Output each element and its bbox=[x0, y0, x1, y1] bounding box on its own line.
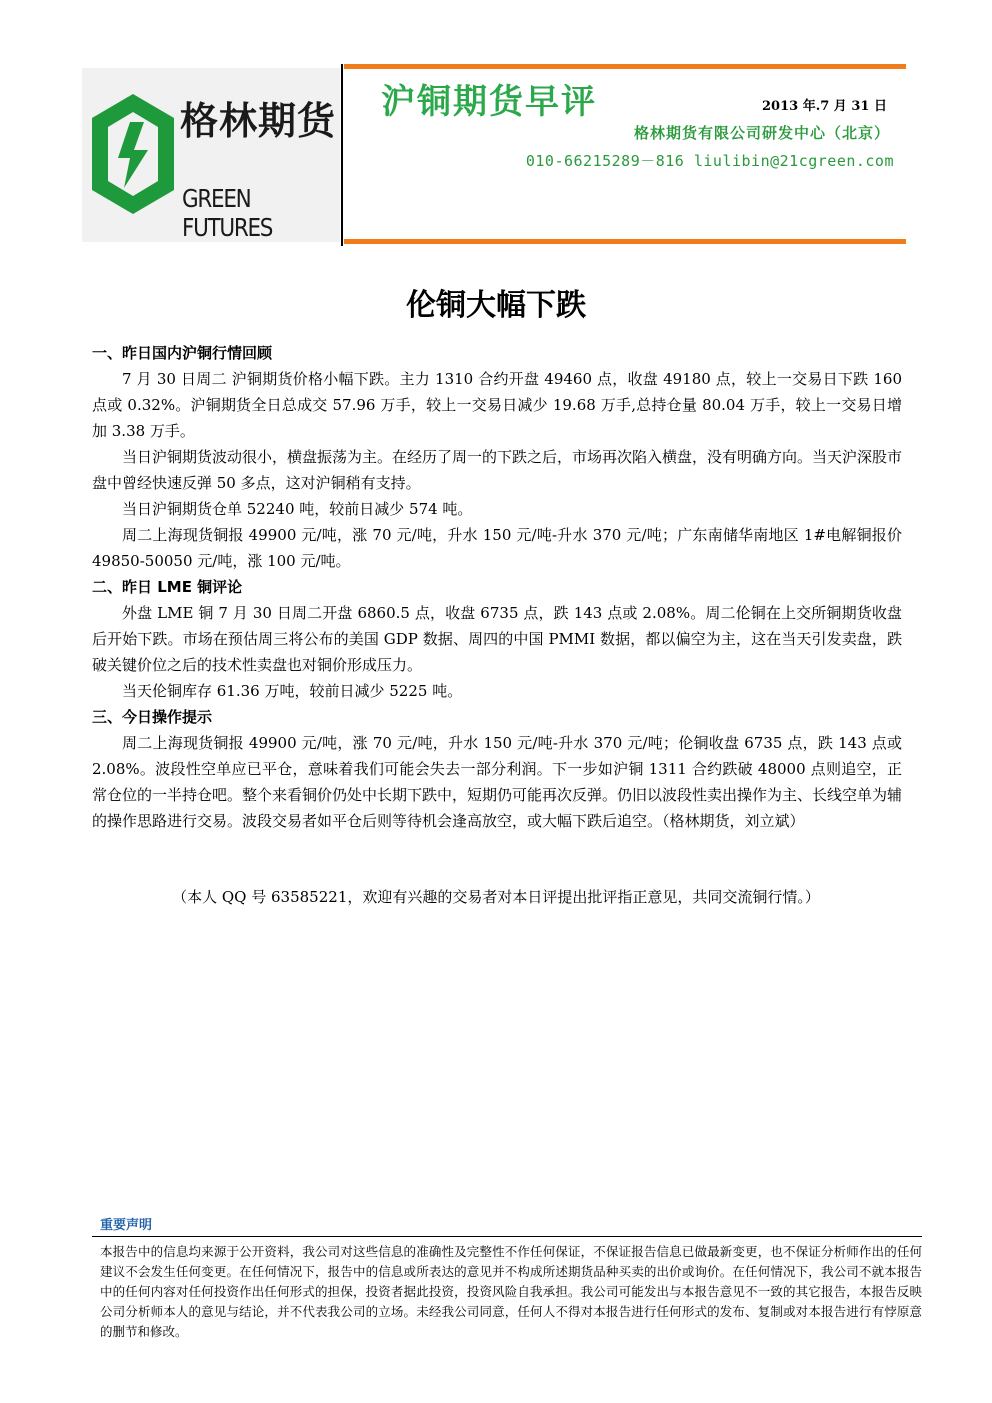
logo-name-cn: 格林期货 bbox=[180, 99, 337, 143]
paragraph: 周二上海现货铜报 49900 元/吨，涨 70 元/吨，升水 150 元/吨-升水 370 元/吨；广东南储华南地区 1#电解铜报价 49850-50050 元/吨，涨 100 元/吨。 bbox=[92, 526, 902, 570]
section-heading: 一、昨日国内沪铜行情回顾 bbox=[92, 344, 273, 362]
paragraph: 周二上海现货铜报 49900 元/吨，涨 70 元/吨，升水 150 元/吨-升水 370 元/吨；伦铜收盘 6735 点，跌 143 点或 2.08%。波段性空单应已平仓，意味着我们可能会失去一部分利润。下一步如沪铜 1311 合约跌破 48000 点则追空，正常仓位的一半持仓吧。整个来看铜价仍处中长期下跌中，短期仍可能再次反弹。仍旧以波段性卖出操作为主、长线空单为辅的操作思路进行交易。波段交易者如平仓后则等待机会逢高放空，或大幅下跌后追空。（格林期货，刘立斌） bbox=[92, 734, 903, 830]
report-body bbox=[92, 340, 902, 834]
company-logo bbox=[82, 68, 340, 242]
company-name: 格林期货有限公司研发中心（北京） bbox=[633, 124, 890, 142]
header-top-rule bbox=[344, 64, 906, 69]
disclaimer-title: 重要声明 bbox=[100, 1218, 153, 1233]
header-divider bbox=[341, 64, 343, 246]
green-futures-logo-icon bbox=[90, 92, 176, 216]
contact-note: （本人 QQ 号 63585221，欢迎有兴趣的交易者对本日评提出批评指正意见，共同交流铜行情。） bbox=[172, 888, 820, 906]
section-heading: 二、昨日 LME 铜评论 bbox=[92, 578, 243, 596]
section-heading: 三、今日操作提示 bbox=[92, 708, 213, 726]
report-title: 沪铜期货早评 bbox=[381, 82, 597, 122]
logo-name-en: GREEN FUTURES bbox=[182, 184, 273, 242]
paragraph: 当日沪铜期货波动很小，横盘振荡为主。在经历了周一的下跌之后，市场再次陷入横盘，没有明确方向。当天沪深股市盘中曾经快速反弹 50 多点，这对沪铜稍有支持。 bbox=[92, 448, 903, 492]
disclaimer-text: 本报告中的信息均来源于公开资料，我公司对这些信息的准确性及完整性不作任何保证，不保证报告信息已做最新变更，也不保证分析师作出的任何建议不会发生任何变更。在任何情况下，报告中的信息或所表达的意见并不构成所述期货品种买卖的出价或询价。在任何情况下，我公司不就本报告中的任何内容对任何投资作出任何形式的担保，投资者据此投资，投资风险自我承担。我公司可能发出与本报告意见不一致的其它报告，本报告反映公司分析师本人的意见与结论，并不代表我公司的立场。未经我公司同意，任何人不得对本报告进行任何形式的发布、复制或对本报告进行有悖原意的删节和修改。 bbox=[100, 1244, 922, 1339]
paragraph: 当天伦铜库存 61.36 万吨，较前日减少 5225 吨。 bbox=[122, 682, 463, 700]
paragraph: 7 月 30 日周二 沪铜期货价格小幅下跌。主力 1310 合约开盘 49460 点，收盘 49180 点，较上一交易日下跌 160 点或 0.32%。沪铜期货全日总成交 57.96 万手，较上一交易日减少 19.68 万手,总持仓量 80.04 万手，较上一交易日增加 3.38 万手。 bbox=[92, 370, 902, 440]
paragraph: 外盘 LME 铜 7 月 30 日周二开盘 6860.5 点，收盘 6735 点，跌 143 点或 2.08%。周二伦铜在上交所铜期货收盘后开始下跌。市场在预估周三将公布的美国 GDP 数据、周四的中国 PMMI 数据，都以偏空为主，这在当天引发卖盘，跌破关键价位之后的技术性卖盘也对铜价形成压力。 bbox=[92, 604, 902, 674]
headline: 伦铜大幅下跌 bbox=[406, 288, 586, 323]
paragraph: 当日沪铜期货仓单 52240 吨，较前日减少 574 吨。 bbox=[122, 500, 473, 518]
disclaimer-divider bbox=[92, 1236, 922, 1237]
header-bottom-rule bbox=[344, 239, 906, 244]
contact-info: 010-66215289－816 liulibin@21cgreen.com bbox=[525, 152, 894, 170]
report-date: 2013 年.7 月 31 日 bbox=[762, 99, 887, 114]
